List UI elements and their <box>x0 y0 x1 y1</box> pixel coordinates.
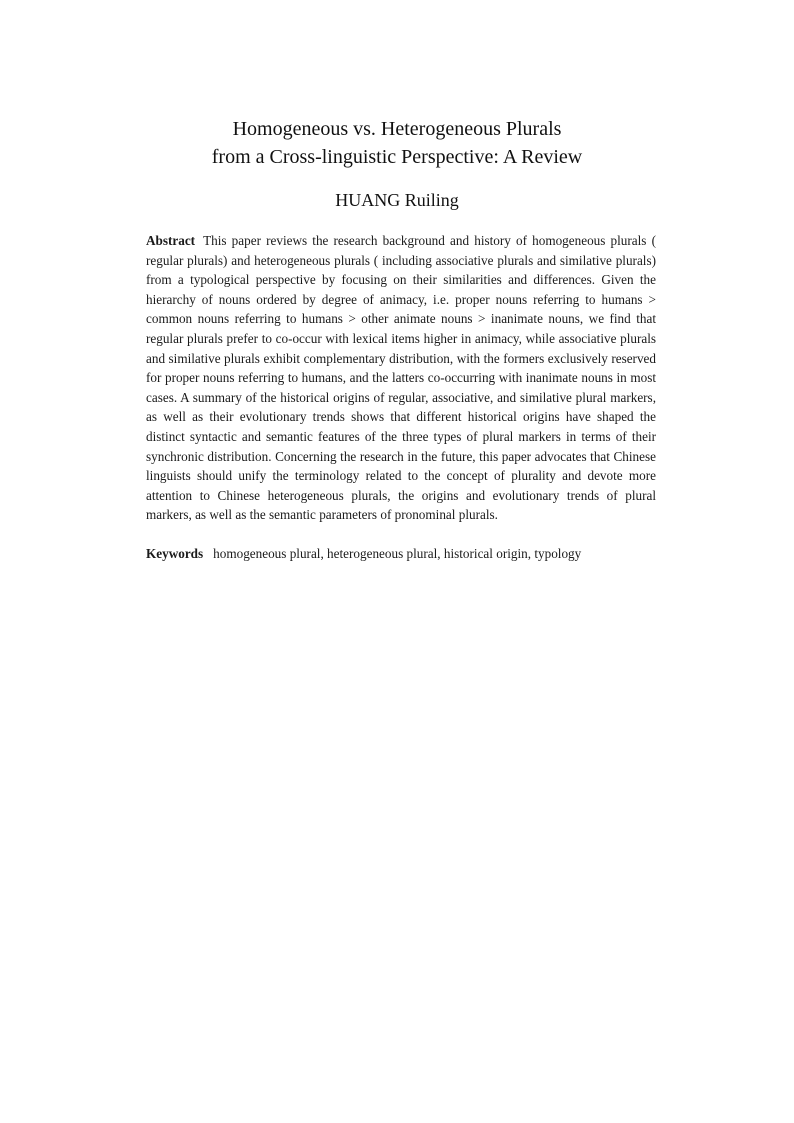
keywords-label: Keywords <box>146 546 204 561</box>
paper-title-line-1: Homogeneous vs. Heterogeneous Plurals <box>232 118 562 140</box>
abstract-text: This paper reviews the research background and history of homogeneous plurals ( regular plurals) and heterogeneous plurals ( including associative plurals and similative plurals) from a typological perspective by focusing on their similarities and differences. Given the hierarchy of nouns ordered by degree of animacy, i.e. proper nouns referring to humans > common nouns referring to humans > other animate nouns > inanimate nouns, we find that regular plurals prefer to co-occur with lexical items higher in animacy, while associative plurals and similative plurals exhibit complementary distribution, with the formers exclusively reserved for proper nouns referring to humans, and the latters co-occurring with inanimate nouns in most cases. A summary of the historical origins of regular, associative, and similative plural markers, as well as their evolutionary trends shows that different historical origins have shaped the distinct syntactic and semantic features of the three types of plural markers in terms of their synchronic distribution. Concerning the research in the future, this paper advocates that Chinese linguists should unify the terminology related to the concept of plurality and devote more attention to Chinese heterogeneous plurals, the origins and evolutionary trends of plural markers, as well as the semantic parameters of pronominal plurals. <box>146 233 656 523</box>
abstract-paragraph <box>146 231 656 525</box>
abstract-label: Abstract <box>146 233 196 248</box>
keywords-text: homogeneous plural, heterogeneous plural, historical origin, typology <box>213 546 582 561</box>
keywords-line <box>146 544 666 564</box>
author-name: HUANG Ruiling <box>335 190 459 210</box>
paper-title-line-2: from a Cross-linguistic Perspective: A Review <box>211 146 583 168</box>
